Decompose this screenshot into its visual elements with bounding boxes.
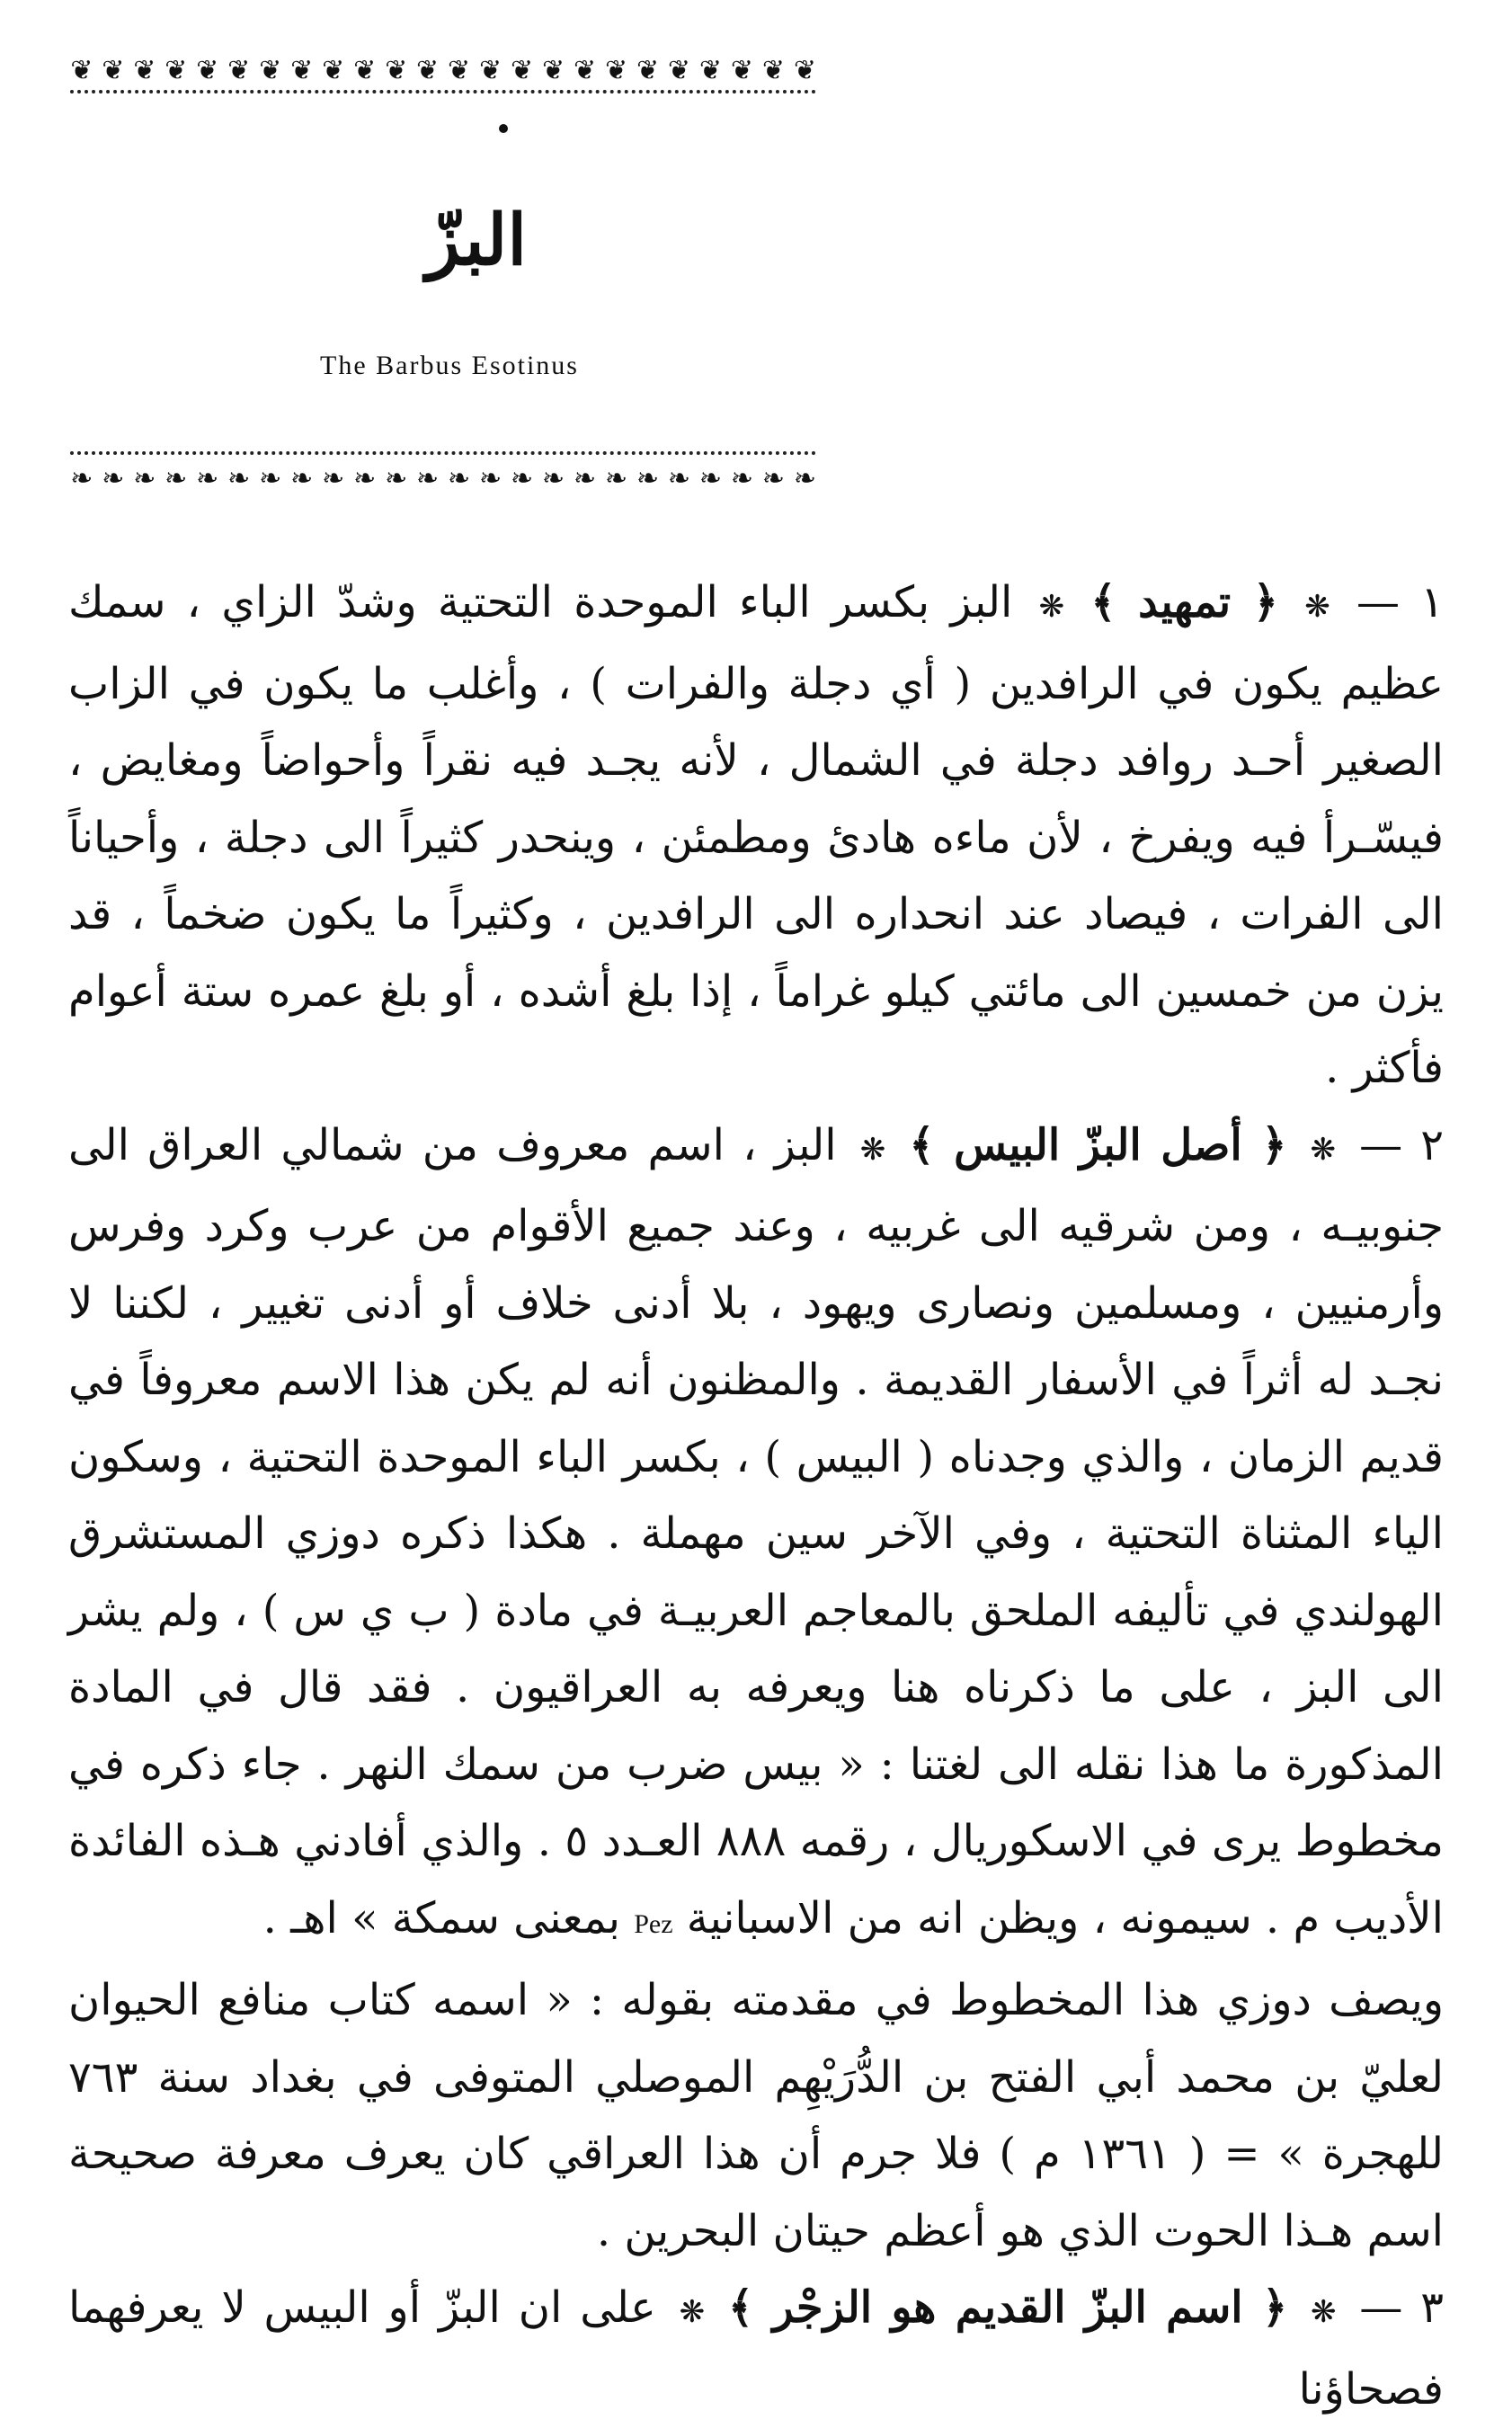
- section-2-number: ٢ —: [1359, 1119, 1445, 1170]
- top-ornament-glyph: ❦: [573, 55, 597, 86]
- bottom-ornament-glyph: ❧: [290, 463, 314, 494]
- bottom-ornament-glyph: ❧: [448, 463, 471, 494]
- bottom-ornament-glyph: ❧: [573, 463, 597, 494]
- bottom-ornament-glyph: ❧: [479, 463, 503, 494]
- section-2-continuation-text: ويصف دوزي هذا المخطوط في مقدمته بقوله : « اسمه كتاب منافع الحيوان لعليّ بن محمد أبي الفتح بن الدُّرَيْهِم الموصلي المتوفى في بغداد سنة ٧٦٣ للهجرة » = ( ١٣٦١ م ) فلا جرم أن هذا العراقي كان يعرف معرفة صحيحة اسم هـذا الحوت الذي هو أعظم حيتان البحرين .: [68, 1975, 1444, 2256]
- section-3-text: على ان البزّ أو البيس لا يعرفهما فصحاؤنا: [68, 2282, 1444, 2415]
- top-ornament-glyph: ❦: [636, 55, 660, 86]
- section-3-ornament-icon: ❋: [1310, 2294, 1337, 2330]
- top-ornament-glyph: ❦: [70, 55, 93, 86]
- top-ornament-glyph: ❦: [165, 55, 188, 86]
- top-ornament-glyph: ❦: [448, 55, 471, 86]
- bottom-ornament-glyph: ❧: [227, 463, 251, 494]
- section-3-paragraph: [68, 2270, 1444, 2428]
- article-body: [68, 565, 1444, 2428]
- bottom-ornament-glyph: ❧: [353, 463, 377, 494]
- top-ornament-glyph: ❦: [102, 55, 125, 86]
- section-2-heading: ﴿ أصل البزّ البيس ﴾: [909, 1119, 1287, 1170]
- top-ornament-glyph: ❦: [667, 55, 691, 86]
- section-1-number: ١ —: [1356, 577, 1445, 627]
- page-title: البزّ: [425, 200, 527, 281]
- top-ornament-glyph: ❦: [133, 55, 156, 86]
- section-2-text-end: بمعنى سمكة » اهـ .: [262, 1892, 620, 1943]
- top-ornament-border: [70, 56, 816, 86]
- top-ornament-glyph: ❦: [322, 55, 345, 86]
- section-2-continuation-paragraph: [68, 1962, 1444, 2270]
- top-ornament-glyph: ❦: [793, 55, 816, 86]
- section-1-text: البز بكسر الباء الموحدة التحتية وشدّ الزاي ، سمك عظيم يكون في الرافدين ( أي دجلة والفرات ) ، وأغلب ما يكون في الزاب الصغير أحـد روافد دجلة في الشمال ، لأنه يجـد فيه نقراً وأحواضاً ومغايض ، فيسّـرأ فيه ويفرخ ، لأن ماءه هادئ ومطمئن ، وينحدر كثيراً الى دجلة ، وأحياناً الى الفرات ، فيصاد عند انحداره الى الرافدين ، وكثيراً ما يكون ضخماً ، قد يزن من خمسين الى مائتي كيلو غراماً ، إذا بلغ أشده ، أو بلغ عمره ستة أعوام فأكثر .: [68, 577, 1444, 1093]
- bottom-ornament-glyph: ❧: [698, 463, 723, 494]
- bottom-ornament-glyph: ❧: [196, 463, 219, 494]
- top-ornament-glyph: ❦: [604, 55, 628, 86]
- bottom-ornament-glyph: ❧: [259, 463, 282, 494]
- top-ornament-glyph: ❦: [353, 55, 377, 86]
- latin-word-pez: Pez: [634, 1908, 673, 1939]
- top-ornament-glyph: ❦: [698, 55, 723, 86]
- bottom-ornament-glyph: ❧: [133, 463, 156, 494]
- section-3-ornament-icon: ❋: [679, 2294, 706, 2330]
- section-1-heading: ﴿ تمهيد ﴾: [1090, 577, 1278, 627]
- bottom-ornament-glyph: ❧: [322, 463, 345, 494]
- section-1-paragraph: [68, 565, 1444, 1107]
- top-ornament-glyph: ❦: [227, 55, 251, 86]
- top-dotted-rule: [70, 90, 816, 93]
- bottom-ornament-glyph: ❧: [667, 463, 691, 494]
- bottom-ornament-glyph: ❧: [761, 463, 786, 494]
- top-ornament-glyph: ❦: [259, 55, 282, 86]
- bottom-ornament-glyph: ❧: [511, 463, 534, 494]
- bottom-ornament-glyph: ❧: [730, 463, 754, 494]
- top-ornament-glyph: ❦: [479, 55, 503, 86]
- section-2-ornament-icon: ❋: [859, 1131, 886, 1168]
- print-speck: [499, 124, 508, 133]
- section-2-text: البز ، اسم معروف من شمالي العراق الى جنوبيـه ، ومن شرقيه الى غربيه ، وعند جميع الأقوام من عرب وكرد وفرس وأرمنيين ، ومسلمين ونصارى ويهود ، بلا أدنى خلاف أو أدنى تغيير ، لكننا لا نجـد له أثراً في الأسفار القديمة . والمظنون أنه لم يكن هذا الاسم معروفاً في قديم الزمان ، والذي وجدناه ( البيس ) ، بكسر الباء الموحدة التحتية ، وسكون الياء المثناة التحتية ، وفي الآخر سين مهملة . هكذا ذكره دوزي المستشرق الهولندي في تأليفه الملحق بالمعاجم العربيـة في مادة ( ب ي س ) ، ولم يشر الى البز ، على ما ذكرناه هنا ويعرفه به العراقيون . فقد قال في المادة المذكورة ما هذا نقله الى لغتنا : « بيس ضرب من سمك النهر . جاء ذكره في مخطوط يرى في الاسكوريال ، رقمه ٨٨٨ العـدد ٥ . والذي أفادني هـذه الفائدة الأديب م . سيمونه ، ويظن انه من الاسبانية: [68, 1119, 1445, 1943]
- bottom-ornament-glyph: ❧: [385, 463, 408, 494]
- section-3-heading: ﴿ اسم البزّ القديم هو الزجْر ﴾: [728, 2282, 1288, 2333]
- bottom-ornament-glyph: ❧: [102, 463, 125, 494]
- bottom-ornament-glyph: ❧: [793, 463, 816, 494]
- top-ornament-glyph: ❦: [196, 55, 219, 86]
- bottom-ornament-glyph: ❧: [541, 463, 565, 494]
- top-ornament-glyph: ❦: [290, 55, 314, 86]
- bottom-dotted-rule: [70, 451, 816, 455]
- bottom-ornament-glyph: ❧: [416, 463, 440, 494]
- section-2-paragraph: [68, 1107, 1444, 1963]
- bottom-ornament-border: [70, 464, 816, 494]
- top-ornament-glyph: ❦: [541, 55, 565, 86]
- page-subtitle: The Barbus Esotinus: [320, 351, 579, 380]
- top-ornament-glyph: ❦: [416, 55, 440, 86]
- bottom-ornament-glyph: ❧: [165, 463, 188, 494]
- section-2-ornament-icon: ❋: [1310, 1131, 1337, 1168]
- section-1-ornament-icon: ❋: [1038, 589, 1065, 625]
- top-ornament-glyph: ❦: [730, 55, 754, 86]
- section-1-ornament-icon: ❋: [1304, 589, 1330, 625]
- bottom-ornament-glyph: ❧: [604, 463, 628, 494]
- top-ornament-glyph: ❦: [761, 55, 786, 86]
- top-ornament-glyph: ❦: [511, 55, 534, 86]
- bottom-ornament-glyph: ❧: [636, 463, 660, 494]
- bottom-ornament-glyph: ❧: [70, 463, 93, 494]
- top-ornament-glyph: ❦: [385, 55, 408, 86]
- section-3-number: ٣ —: [1359, 2282, 1444, 2333]
